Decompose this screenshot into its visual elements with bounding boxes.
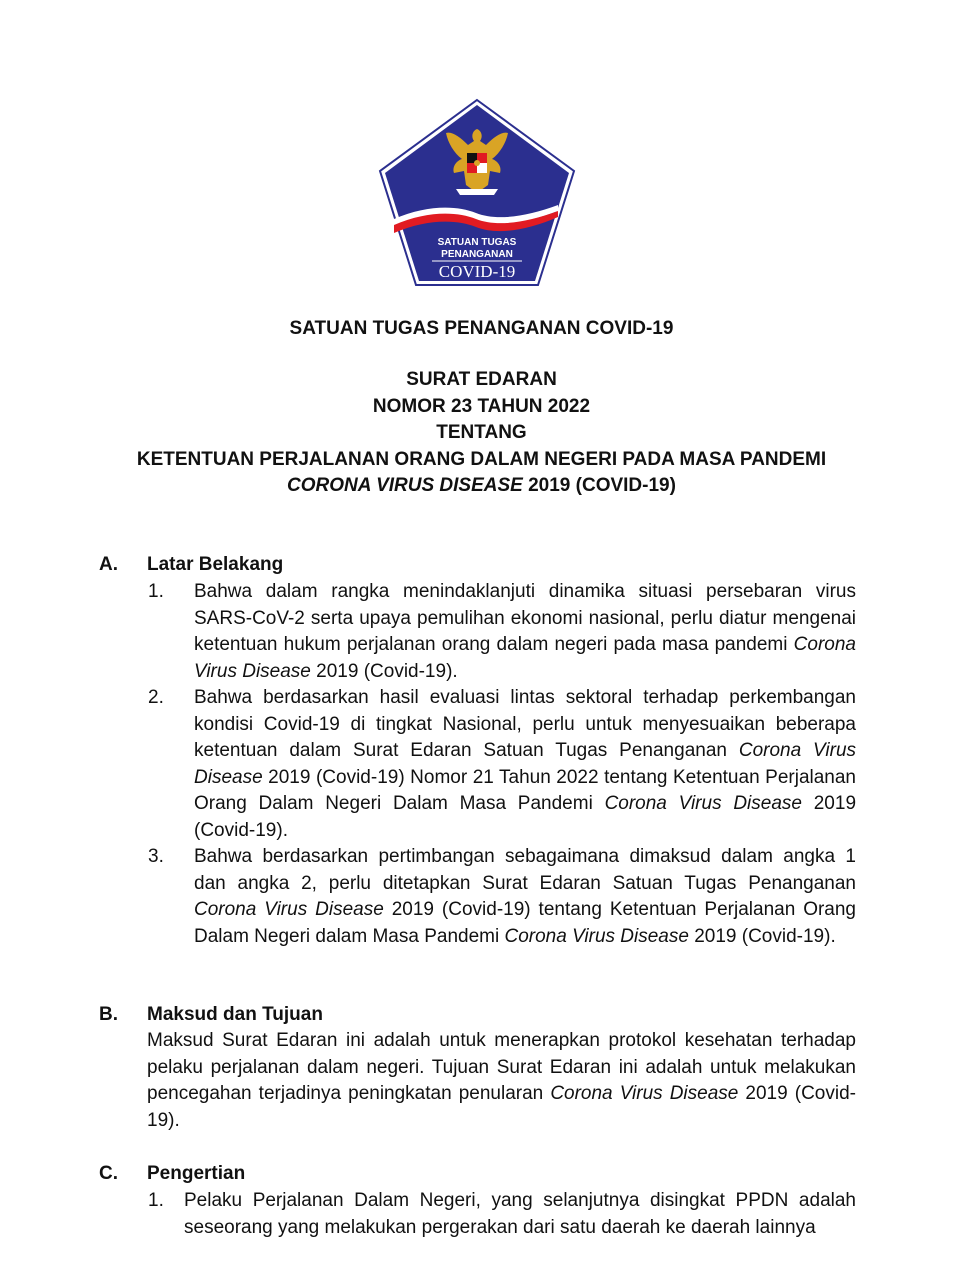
doc-number: NOMOR 23 TAHUN 2022: [372, 395, 591, 417]
section-a-letter: A.: [99, 554, 118, 575]
section-a-item-3-number: 3.: [148, 846, 164, 867]
section-a-item-2-number: 2.: [148, 687, 164, 708]
section-b-paragraph: Maksud Surat Edaran ini adalah untuk menerapkan protokol kesehatan terhadap pelaku perjalanan dalam negeri. Tujuan Surat Edaran ini adalah untuk melakukan pencegahan terjadinya peningkatan penularan Corona Virus Disease 2019 (Covid-19).: [147, 1030, 856, 1131]
logo-emblem: [376, 97, 578, 289]
section-a-item-2-text: Bahwa berdasarkan hasil evaluasi lintas sektoral terhadap perkembangan kondisi Covid-19 di tingkat Nasional, perlu untuk menyesuaikan beberapa ketentuan dalam Surat Edaran Satuan Tugas Penanganan Corona Virus Disease 2019 (Covid-19) Nomor 21 Tahun 2022 tentang Ketentuan Perjalanan Orang Dalam Negeri Dalam Masa Pandemi Corona Virus Disease 2019 (Covid-19).: [194, 687, 857, 841]
logo-text-line3: COVID-19: [438, 262, 516, 281]
doc-subject-line2: [0, 473, 963, 500]
section-a-name: Latar Belakang: [147, 554, 284, 575]
section-c-item-1-number: 1.: [148, 1190, 164, 1211]
doc-about: TENTANG: [436, 422, 527, 444]
logo-text-line1: SATUAN TUGAS: [437, 237, 517, 248]
subject-rest: 2019 (COVID-19): [522, 475, 676, 497]
organization-heading: SATUAN TUGAS PENANGANAN COVID-19: [289, 318, 674, 339]
section-b-letter: B.: [99, 1004, 118, 1025]
document-heading: [0, 367, 963, 500]
section-c-item-1-text: Pelaku Perjalanan Dalam Negeri, yang selanjutnya disingkat PPDN adalah seseorang yang melakukan pergerakan dari satu daerah ke daerah lainnya: [184, 1190, 856, 1238]
section-b-name: Maksud dan Tujuan: [147, 1004, 323, 1025]
section-a-item-1-text: Bahwa dalam rangka menindaklanjuti dinamika situasi persebaran virus SARS-CoV-2 serta upaya pemulihan ekonomi nasional, perlu diatur mengenai ketentuan hukum perjalanan orang dalam negeri pada masa pandemi Corona Virus Disease 2019 (Covid-19).: [194, 581, 856, 682]
logo-text-line2: PENANGANAN: [441, 249, 513, 260]
subject-italic: CORONA VIRUS DISEASE: [287, 475, 523, 497]
task-force-logo: [376, 97, 578, 289]
section-c-name: Pengertian: [147, 1163, 246, 1184]
doc-subject-line1: KETENTUAN PERJALANAN ORANG DALAM NEGERI PADA MASA PANDEMI: [136, 448, 827, 470]
section-a-item-1-number: 1.: [148, 581, 164, 602]
section-c-letter: C.: [99, 1163, 118, 1184]
section-a-item-3-text: Bahwa berdasarkan pertimbangan sebagaimana dimaksud dalam angka 1 dan angka 2, perlu ditetapkan Surat Edaran Satuan Tugas Penanganan Corona Virus Disease 2019 (Covid-19) tentang Ketentuan Perjalanan Orang Dalam Negeri dalam Masa Pandemi Corona Virus Disease 2019 (Covid-19).: [194, 846, 857, 947]
doc-type: SURAT EDARAN: [406, 369, 557, 390]
